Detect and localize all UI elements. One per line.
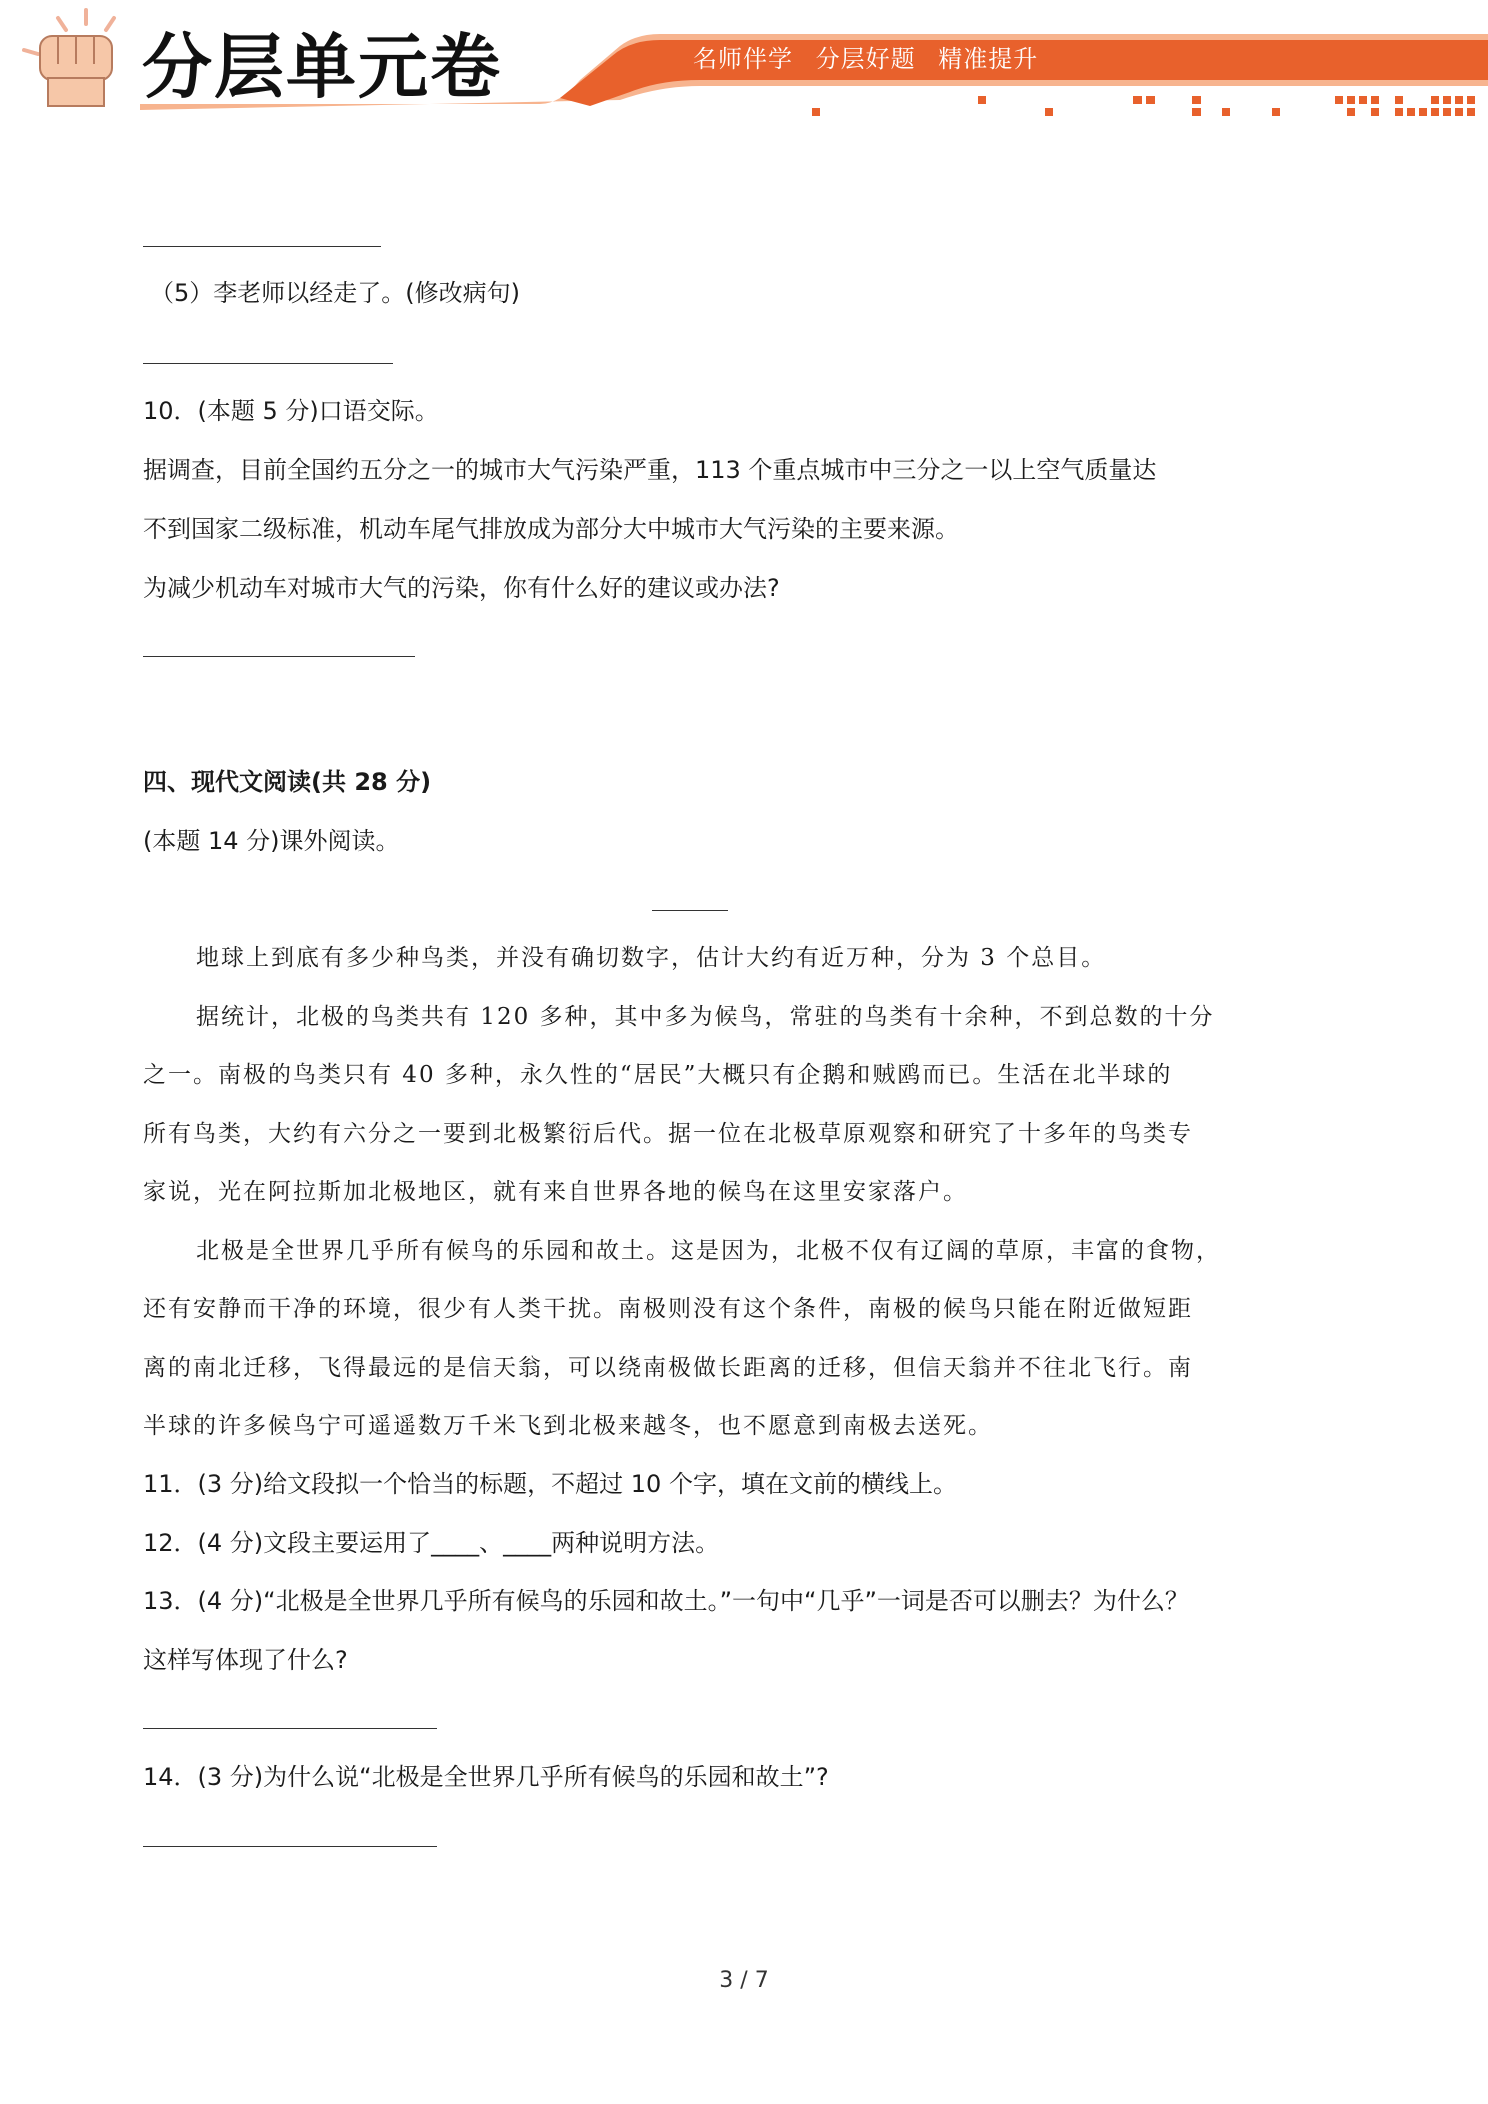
question-14: 14．(3 分)为什么说“北极是全世界几乎所有候鸟的乐园和故土”?: [143, 1763, 829, 1791]
passage-line: 离的南北迁移，飞得最远的是信天翁，可以绕南极做长距离的迁移，但信天翁并不往北飞行。南: [143, 1355, 1193, 1381]
question-11: 11．(3 分)给文段拟一个恰当的标题，不超过 10 个字，填在文前的横线上。: [143, 1470, 957, 1498]
question-10-paragraph: 不到国家二级标准，机动车尾气排放成为部分大中城市大气污染的主要来源。: [143, 515, 959, 543]
fist-logo-icon: [24, 10, 114, 106]
answer-line: [143, 363, 393, 364]
passage-line: 据统计，北极的鸟类共有 120 多种，其中多为候鸟，常驻的鸟类有十余种，不到总数的十分: [196, 1004, 1215, 1030]
passage-line: 北极是全世界几乎所有候鸟的乐园和故土。这是因为，北极不仅有辽阔的草原，丰富的食物，: [196, 1238, 1221, 1264]
answer-line: [143, 246, 381, 247]
question-12: 12．(4 分)文段主要运用了____、____两种说明方法。: [143, 1529, 720, 1557]
decorative-squares: [812, 96, 1475, 116]
title-blank-line: [652, 910, 728, 911]
passage-line: 地球上到底有多少种鸟类，并没有确切数字，估计大约有近万种，分为 3 个总目。: [196, 945, 1107, 971]
question-9-5: （5）李老师以经走了。(修改病句): [150, 279, 520, 307]
passage-line: 还有安静而干净的环境，很少有人类干扰。南极则没有这个条件，南极的候鸟只能在附近做短距: [143, 1296, 1193, 1322]
passage-line: 半球的许多候鸟宁可遥遥数万千米飞到北极来越冬，也不愿意到南极去送死。: [143, 1413, 993, 1439]
brand-title: 分层单元卷: [142, 26, 502, 108]
passage-line: 所有鸟类，大约有六分之一要到北极繁衍后代。据一位在北极草原观察和研究了十多年的鸟类专: [143, 1121, 1193, 1147]
passage-line: 家说，光在阿拉斯加北极地区，就有来自世界各地的候鸟在这里安家落户。: [143, 1179, 968, 1205]
reading-intro: (本题 14 分)课外阅读。: [143, 827, 400, 855]
answer-line: [143, 1846, 437, 1847]
header-banner: [0, 0, 1488, 120]
question-13: 13．(4 分)“北极是全世界几乎所有候鸟的乐园和故土。”一句中“几乎”一词是否可以删去？为什么？: [143, 1587, 1189, 1615]
question-10-prompt: 为减少机动车对城市大气的污染，你有什么好的建议或办法?: [143, 574, 780, 602]
answer-line: [143, 1728, 437, 1729]
question-10-paragraph: 据调查，目前全国约五分之一的城市大气污染严重，113 个重点城市中三分之一以上空气质量达: [143, 456, 1157, 484]
question-13-continued: 这样写体现了什么?: [143, 1646, 348, 1674]
question-10-title: 10．(本题 5 分)口语交际。: [143, 397, 439, 425]
passage-line: 之一。南极的鸟类只有 40 多种，永久性的“居民”大概只有企鹅和贼鸥而已。生活在北半球的: [143, 1062, 1173, 1088]
answer-line: [143, 656, 415, 657]
section-heading: 四、现代文阅读(共 28 分): [143, 768, 432, 796]
brand-tagline: 名师伴学 分层好题 精准提升: [693, 45, 1039, 73]
page-number: 3 / 7: [719, 1968, 769, 1993]
